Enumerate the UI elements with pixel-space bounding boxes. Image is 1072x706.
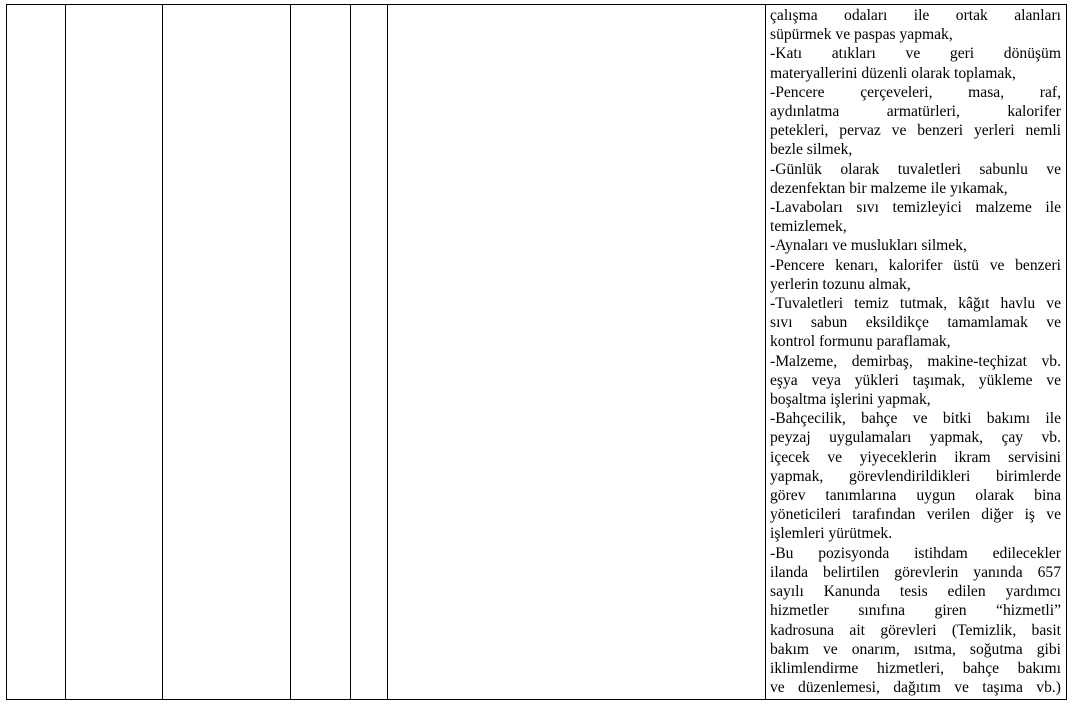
duty-line: materyallerini düzenli olarak toplamak, — [770, 64, 1016, 82]
duty-line: -Tuvaletleri temiz tutmak, kâğıt havlu ve — [770, 295, 1061, 313]
duty-line: kontrol formunu paraflamak, — [770, 333, 951, 351]
duty-line: -Günlük olarak tuvaletleri sabunlu ve — [770, 160, 1061, 178]
empty-cell-2 — [66, 5, 163, 700]
job-listing-table — [6, 4, 1067, 700]
duty-line: aydınlatma armatürleri, kalorifer — [770, 103, 1061, 121]
empty-cell-4 — [291, 5, 351, 700]
duty-line: -Pencere kenarı, kalorifer üstü ve benzeri — [770, 256, 1061, 274]
duty-line: süpürmek ve paspas yapmak, — [770, 26, 953, 44]
duties-text — [770, 6, 1061, 697]
duty-line: -Pencere çerçeveleri, masa, raf, — [770, 83, 1061, 101]
empty-cell-5 — [351, 5, 388, 700]
empty-cell-6 — [388, 5, 766, 700]
duty-line: iklimlendirme hizmetleri, bahçe bakımı — [770, 659, 1061, 677]
table-row — [7, 5, 1067, 700]
duty-line: görev tanımlarına uygun olarak bina — [770, 487, 1061, 505]
duty-line: petekleri, pervaz ve benzeri yerleri nemli — [770, 122, 1061, 140]
duty-line: yöneticileri tarafından verilen diğer iş ve — [770, 506, 1061, 524]
duty-line: yapmak, görevlendirildikleri birimlerde — [770, 467, 1061, 485]
duty-line: hizmetler sınıfına giren “hizmetli” — [770, 602, 1061, 620]
duty-line: eşya veya yükleri taşımak, yükleme ve — [770, 371, 1061, 389]
duty-line: dezenfektan bir malzeme ile yıkamak, — [770, 179, 1008, 197]
duty-line: temizlemek, — [770, 218, 847, 236]
duty-line: ilanda belirtilen görevlerin yanında 657 — [770, 563, 1061, 581]
duty-line: -Bahçecilik, bahçe ve bitki bakımı ile — [770, 410, 1061, 428]
duties-cell — [766, 5, 1067, 700]
duty-line: ve düzenlemesi, dağıtım ve taşıma vb.) — [770, 679, 1061, 697]
duty-line: -Malzeme, demirbaş, makine-teçhizat vb. — [770, 352, 1061, 370]
empty-cell-1 — [7, 5, 66, 700]
duty-line: bezle silmek, — [770, 141, 853, 159]
empty-cell-3 — [163, 5, 291, 700]
duty-line: peyzaj uygulamaları yapmak, çay vb. — [770, 429, 1061, 447]
duty-line: kadrosuna ait görevleri (Temizlik, basit — [770, 621, 1061, 639]
duty-line: sıvı sabun eksildikçe tamamlamak ve — [770, 314, 1061, 332]
duty-line: -Katı atıkları ve geri dönüşüm — [770, 45, 1061, 63]
duty-line: -Bu pozisyonda istihdam edilecekler — [770, 544, 1061, 562]
duty-line: -Aynaları ve muslukları silmek, — [770, 237, 967, 255]
duty-line: sayılı Kanunda tesis edilen yardımcı — [770, 583, 1061, 601]
duty-line: içecek ve yiyeceklerin ikram servisini — [770, 448, 1061, 466]
duty-line: çalışma odaları ile ortak alanları — [770, 7, 1061, 24]
duty-line: -Lavaboları sıvı temizleyici malzeme ile — [770, 199, 1061, 217]
duty-line: boşaltma işlerini yapmak, — [770, 391, 931, 409]
duty-line: işlemleri yürütmek. — [770, 525, 893, 543]
duty-line: bakım ve onarım, ısıtma, soğutma gibi — [770, 640, 1061, 658]
duty-line: yerlerin tozunu almak, — [770, 275, 911, 293]
